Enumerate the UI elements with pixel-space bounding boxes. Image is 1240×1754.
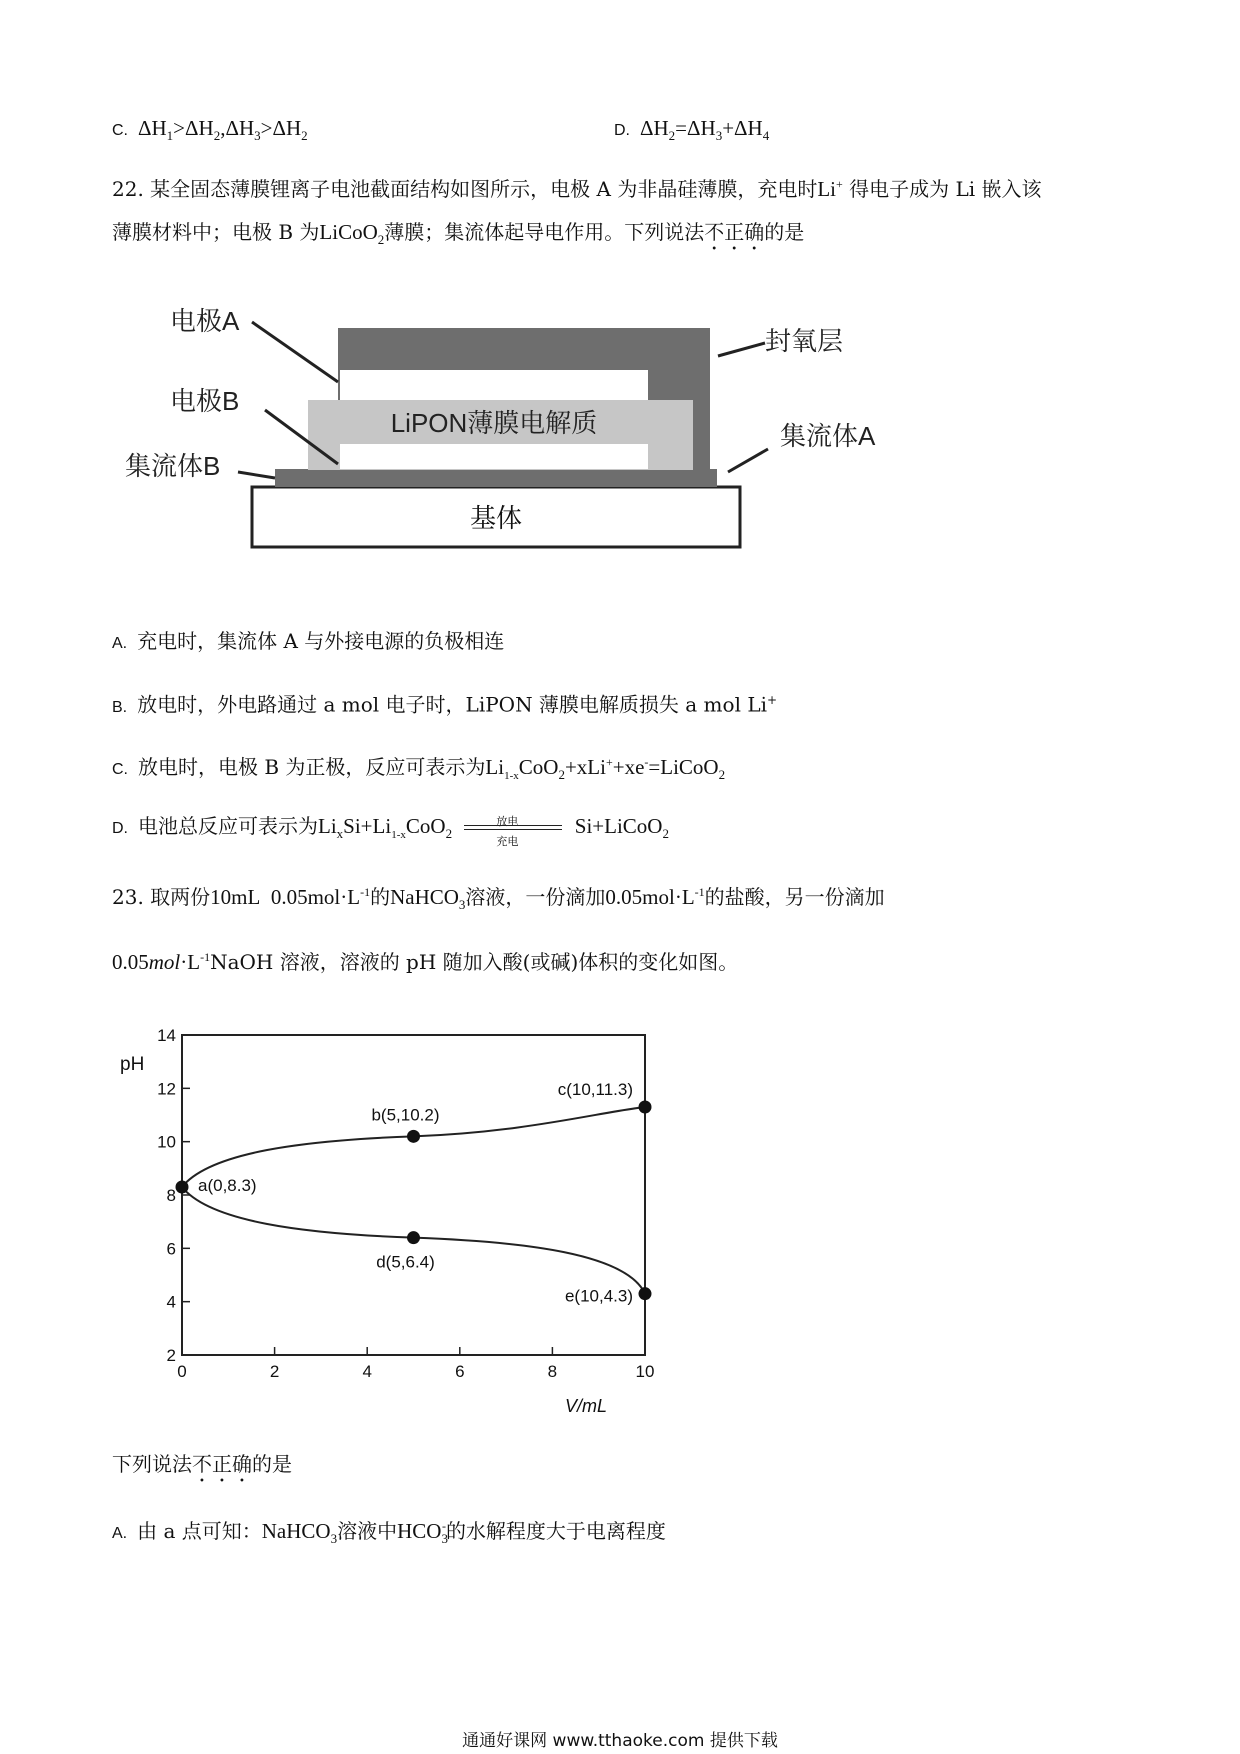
- q22-option-a: [112, 627, 504, 658]
- q22-stem-line2: [112, 218, 804, 255]
- electrolyte-label: LiPON薄膜电解质: [390, 408, 598, 438]
- stem-text: 的是: [764, 220, 805, 244]
- x-tick-label: 8: [547, 1362, 558, 1381]
- option-text: 的水解程度大于电离程度: [445, 1519, 666, 1543]
- q23-stem-line1: 23. 取两份10mL $0.05mol\cdot L^{-1}$的NaHCO$_3$溶液，一份滴加$0.05mol\cdot L^{-1}$的盐酸，另一份滴加: [112, 885, 885, 913]
- q23-question: [112, 1450, 292, 1487]
- point-label: a(0,8.3): [198, 1176, 257, 1195]
- emphasis-text: 不正确: [192, 1452, 252, 1476]
- option-label: B.: [112, 698, 128, 716]
- y-tick-label: 8: [166, 1186, 176, 1205]
- electrode-b-film: [340, 444, 648, 469]
- x-tick-label: 10: [635, 1362, 655, 1381]
- li-ion: Li+: [817, 177, 843, 201]
- q23-stem-line2: $0.05mol\cdot L^{-1}NaOH$ 溶液，溶液的 pH 随加入酸(或碱)体积的变化如图。: [112, 950, 739, 974]
- option-text: 由 a 点可知：: [137, 1519, 262, 1543]
- substrate-label: 基体: [469, 503, 523, 533]
- stem-text: 取两份: [150, 885, 211, 909]
- point-label: c(10,11.3): [557, 1080, 633, 1099]
- battery-cross-section-diagram: [0, 285, 1240, 585]
- option-text: 放电时，电极 B 为正极，反应可表示为: [138, 755, 486, 779]
- point-label: e(10,4.3): [564, 1286, 633, 1306]
- q23-option-a: A. 由 a 点可知：NaHCO$_3$溶液中$HCO_3^-$的水解程度大于电离程度: [112, 1519, 666, 1547]
- discharge-label: 放电: [496, 814, 519, 828]
- x-tick-label: 6: [455, 1362, 465, 1381]
- stem-text: NaOH 溶液，溶液的 pH 随加入酸(或碱)体积的变化如图。: [210, 950, 739, 974]
- y-tick-label: 2: [166, 1346, 176, 1365]
- stem-text: 薄膜；集流体起导电作用。下列说法: [384, 220, 705, 244]
- q22-option-d: D. 电池总反应可表示为$Li_xSi+Li_{1-x}CoO_2$ 放电 充电 Si+LiCoO$_2$: [112, 812, 669, 849]
- q22-stem-line1: [112, 170, 1042, 203]
- current-collector-bar: [275, 469, 717, 487]
- oxygen-layer-label: 封氧层: [765, 326, 844, 356]
- y-axis-label: pH: [120, 1054, 145, 1075]
- y-tick-label: 4: [166, 1292, 176, 1312]
- ph-titration-chart: [110, 1015, 710, 1415]
- option-text: 充电时，集流体 A 与外接电源的负极相连: [137, 629, 505, 653]
- licoo2-formula: LiCoO$_2$: [319, 220, 385, 248]
- option-label: D.: [112, 820, 128, 837]
- stem-text: 得电子成为 Li 嵌入该: [849, 177, 1042, 201]
- point-label: d(5,6.4): [376, 1252, 435, 1272]
- option-label: C.: [112, 122, 128, 139]
- electrode-a-label: 电极A: [170, 306, 240, 336]
- option-label: A.: [112, 1525, 128, 1542]
- option-text: 电池总反应可表示为: [138, 814, 318, 838]
- data-point: [407, 1130, 420, 1143]
- stem-text: 某全固态薄膜锂离子电池截面结构如图所示，电极 A 为非晶硅薄膜，充电时: [150, 177, 818, 201]
- x-tick-label: 4: [362, 1362, 372, 1381]
- page-footer: 通通好课网 www.tthaoke.com 提供下载: [462, 1731, 778, 1751]
- option-text: 放电时，外电路通过 a mol 电子时，: [137, 692, 466, 717]
- y-tick-label: 10: [157, 1132, 176, 1152]
- y-tick-label: 12: [157, 1079, 176, 1099]
- x-axis-label: V/mL: [565, 1396, 608, 1415]
- stem-text: 的: [370, 885, 391, 909]
- option-text: 溶液中: [337, 1519, 398, 1543]
- stem-text: 的盐酸，另一份滴加: [704, 885, 885, 909]
- x-tick-label: 0: [177, 1362, 187, 1381]
- question-number: 22.: [112, 177, 144, 201]
- reaction-arrows: [458, 814, 568, 848]
- data-point: [639, 1101, 652, 1114]
- stem-text: 溶液，一份滴加: [465, 885, 606, 909]
- point-label: b(5,10.2): [371, 1105, 440, 1125]
- q21-option-c: C. $\Delta H_1>\Delta H_2,\Delta H_3>\Delta H_2$: [112, 116, 308, 144]
- x-tick-label: 2: [269, 1362, 280, 1381]
- option-text: LiPON 薄膜电解质损失 a mol Li: [465, 692, 767, 717]
- option-label: C.: [112, 761, 128, 778]
- y-tick-label: 14: [157, 1026, 176, 1045]
- electrode-b-label: 电极B: [170, 386, 240, 416]
- collector-b-label: 集流体B: [125, 451, 221, 481]
- data-point: [639, 1287, 652, 1300]
- charge-label: 充电: [496, 834, 519, 848]
- option-label: A.: [112, 635, 128, 652]
- collector-a-label: 集流体A: [780, 421, 876, 451]
- electrode-a-film: [340, 370, 648, 400]
- data-point: [176, 1181, 189, 1194]
- question-number: 23.: [112, 885, 144, 909]
- stem-text: 薄膜材料中；电极 B 为: [112, 220, 320, 244]
- data-point: [407, 1231, 420, 1244]
- q21-option-d: D. $\Delta H_2=\Delta H_3+\Delta H_4$: [614, 116, 770, 144]
- arrow-rule-top: [464, 825, 562, 826]
- y-tick-label: 6: [166, 1239, 176, 1259]
- question-text: 下列说法: [112, 1452, 192, 1476]
- q22-option-c: C. 放电时，电极 B 为正极，反应可表示为$Li_{1-x}CoO_2+xLi^++xe^-=LiCoO_2$: [112, 755, 726, 783]
- emphasis-text: 不正确: [704, 220, 765, 244]
- option-label: D.: [614, 122, 630, 139]
- q22-option-b: B. 放电时，外电路通过 a mol 电子时，LiPON 薄膜电解质损失 a mol Li+: [112, 692, 778, 717]
- question-text: 的是: [252, 1452, 292, 1476]
